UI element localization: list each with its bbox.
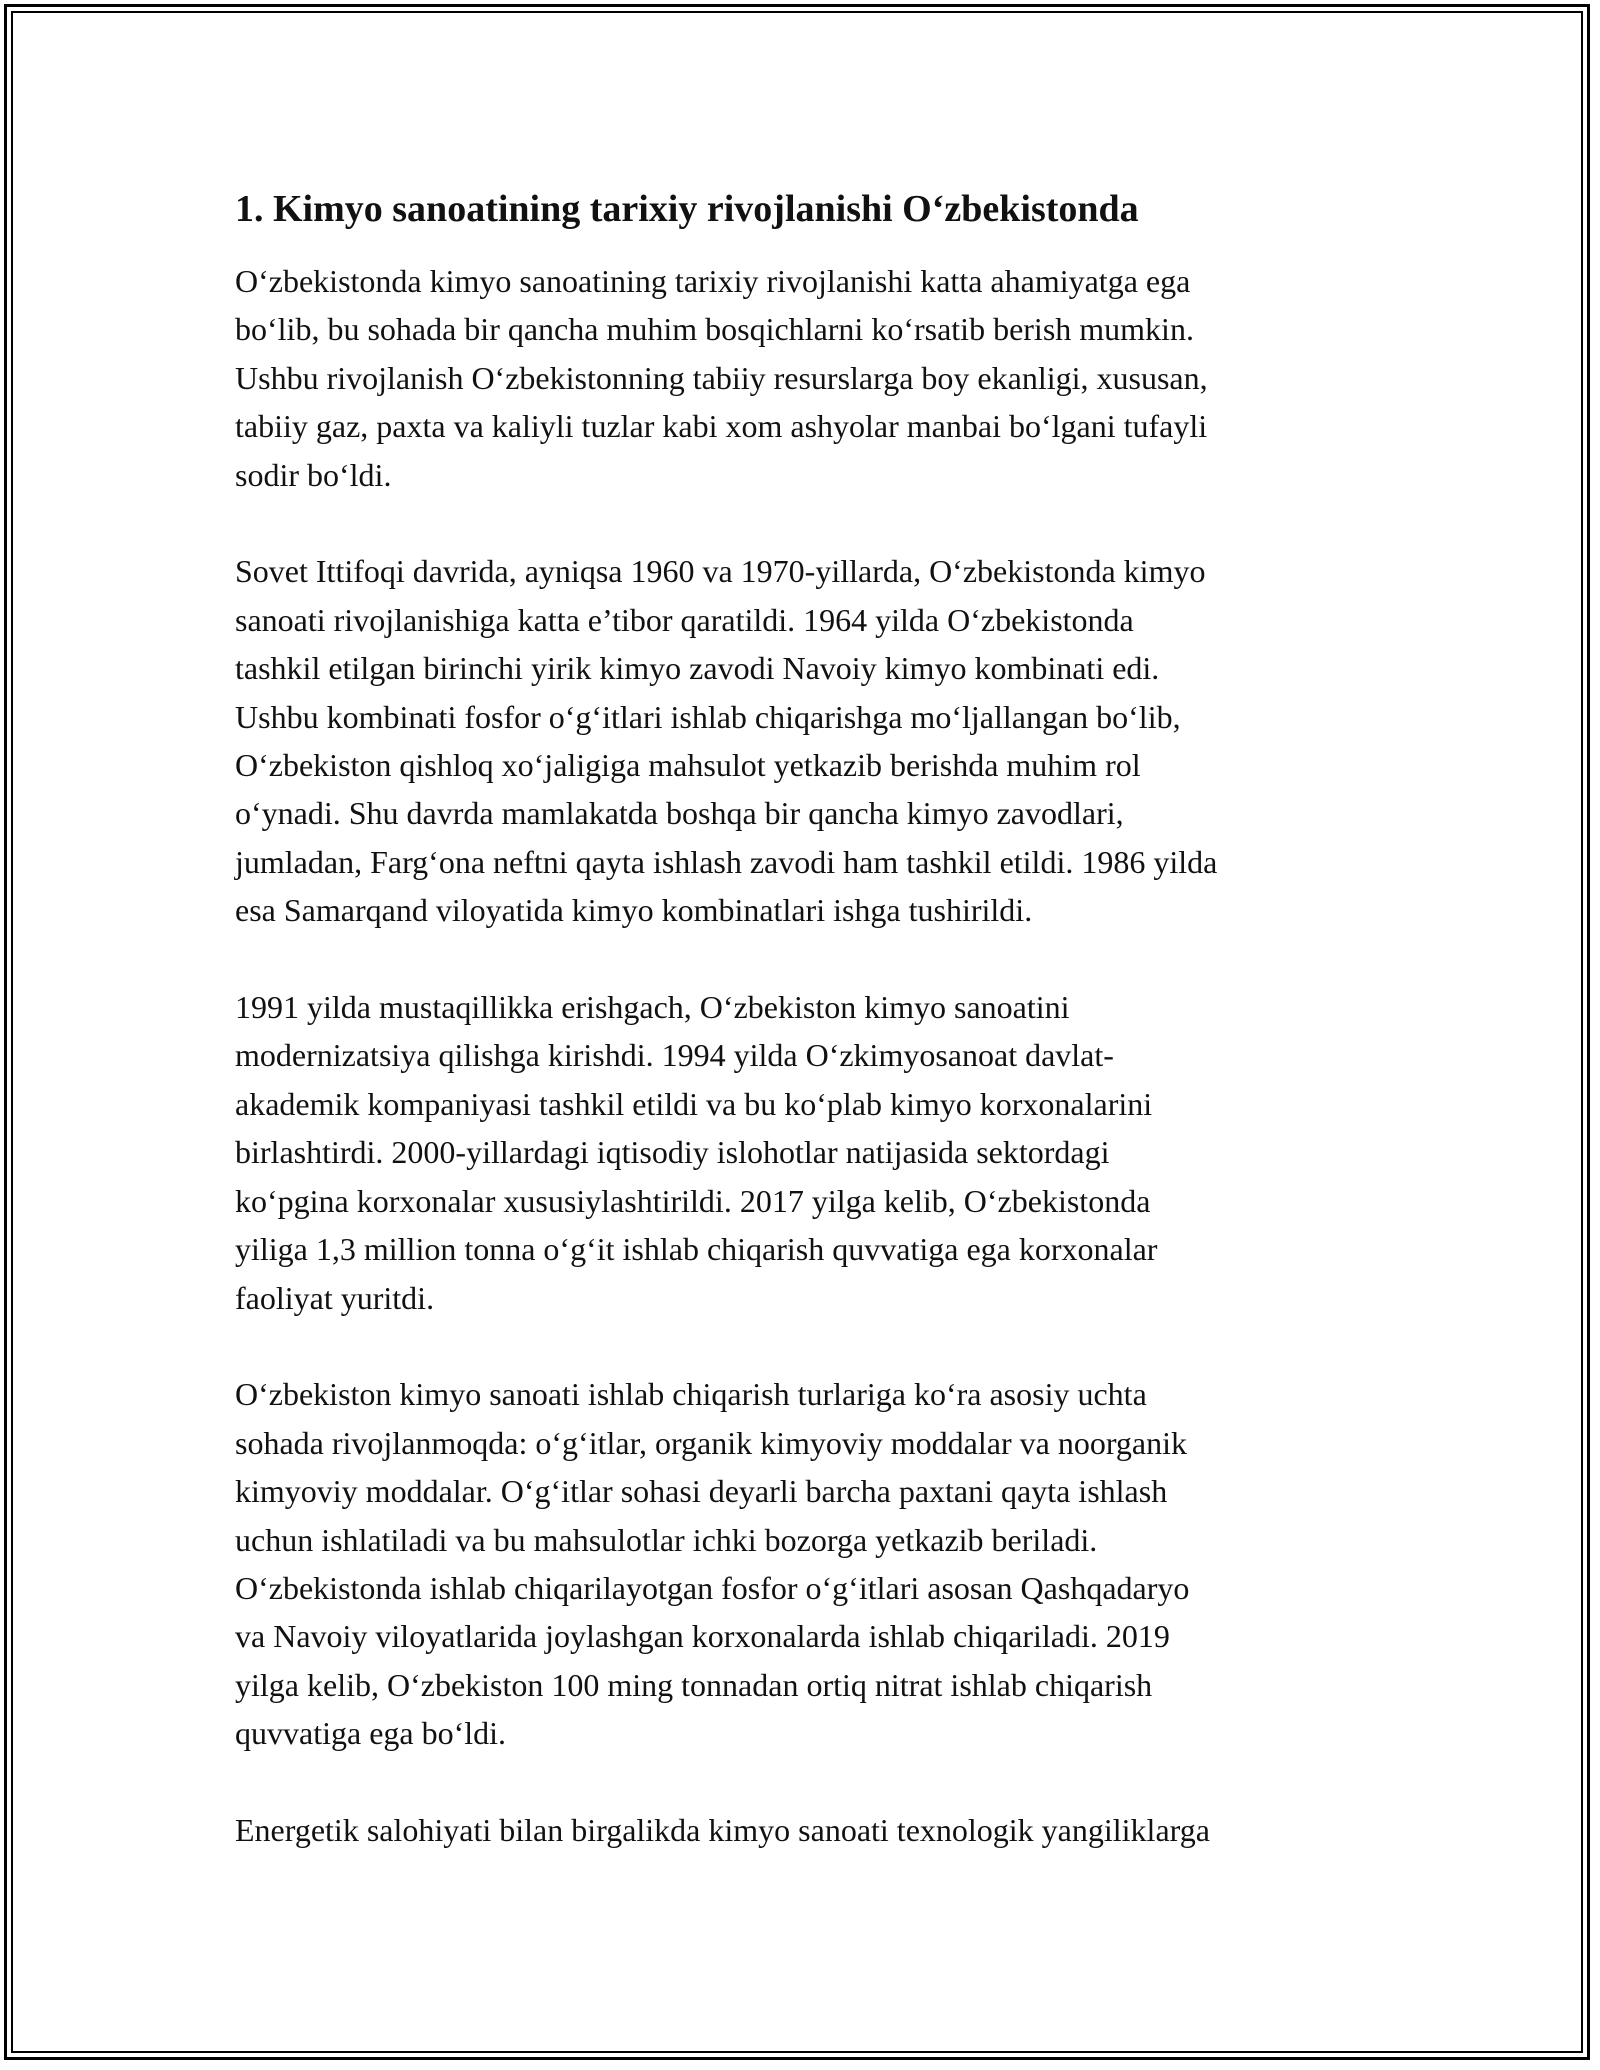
paragraph-line: va Navoiy viloyatlarida joylashgan korxonalarda ishlab chiqariladi. 2019 (235, 1618, 1170, 1655)
paragraph-line: sodir bo‘ldi. (235, 456, 392, 493)
paragraph-list (235, 257, 1365, 1854)
paragraph (235, 1370, 1365, 1757)
paragraph-line: Ushbu rivojlanish O‘zbekistonning tabiiy resurslarga boy ekanligi, xususan, (235, 359, 1208, 396)
paragraph-line: 1991 yilda mustaqillikka erishgach, O‘zbekiston kimyo sanoatini (235, 989, 1070, 1026)
paragraph-line: Sovet Ittifoqi davrida, ayniqsa 1960 va 1970-yillarda, O‘zbekistonda kimyo (235, 553, 1206, 590)
paragraph-line: bo‘lib, bu sohada bir qancha muhim bosqichlarni ko‘rsatib berish mumkin. (235, 311, 1194, 348)
paragraph-line: uchun ishlatiladi va bu mahsulotlar ichki bozorga yetkazib beriladi. (235, 1521, 1098, 1558)
paragraph-line: sanoati rivojlanishiga katta e’tibor qaratildi. 1964 yilda O‘zbekistonda (235, 601, 1134, 638)
paragraph-line: esa Samarqand viloyatida kimyo kombinatlari ishga tushirildi. (235, 892, 1033, 929)
paragraph-line: Energetik salohiyati bilan birgalikda kimyo sanoati texnologik yangiliklarga (235, 1811, 1210, 1848)
paragraph-line: akademik kompaniyasi tashkil etildi va bu ko‘plab kimyo korxonalarini (235, 1085, 1153, 1122)
paragraph-line: O‘zbekiston kimyo sanoati ishlab chiqarish turlariga ko‘ra asosiy uchta (235, 1376, 1147, 1413)
paragraph-line: quvvatiga ega bo‘ldi. (235, 1715, 507, 1752)
document-body (235, 185, 1365, 1903)
paragraph (235, 547, 1365, 934)
paragraph-line: tabiiy gaz, paxta va kaliyli tuzlar kabi xom ashyolar manbai bo‘lgani tufayli (235, 408, 1208, 445)
paragraph-line: o‘ynadi. Shu davrda mamlakatda boshqa bir qancha kimyo zavodlari, (235, 795, 1124, 832)
paragraph-line: jumladan, Farg‘ona neftni qayta ishlash zavodi ham tashkil etildi. 1986 yilda (235, 843, 1218, 880)
paragraph-line: yilga kelib, O‘zbekiston 100 ming tonnadan ortiq nitrat ishlab chiqarish (235, 1666, 1153, 1703)
paragraph (235, 983, 1365, 1322)
paragraph-line: Ushbu kombinati fosfor o‘g‘itlari ishlab chiqarishga mo‘ljallangan bo‘lib, (235, 698, 1181, 735)
paragraph-line: O‘zbekistonda kimyo sanoatining tarixiy rivojlanishi katta ahamiyatga ega (235, 263, 1191, 299)
paragraph-line: kimyoviy moddalar. O‘g‘itlar sohasi deyarli barcha paxtani qayta ishlash (235, 1473, 1168, 1510)
paragraph-line: sohada rivojlanmoqda: o‘g‘itlar, organik kimyoviy moddalar va noorganik (235, 1424, 1187, 1461)
paragraph (235, 1806, 1365, 1854)
section-heading: 1. Kimyo sanoatining tarixiy rivojlanishi O‘zbekistonda (235, 188, 1139, 230)
paragraph-line: O‘zbekiston qishloq xo‘jaligiga mahsulot yetkazib berishda muhim rol (235, 747, 1141, 784)
paragraph-line: O‘zbekistonda ishlab chiqarilayotgan fosfor o‘g‘itlari asosan Qashqadaryo (235, 1569, 1190, 1606)
paragraph-line: yiliga 1,3 million tonna o‘g‘it ishlab chiqarish quvvatiga ega korxonalar (235, 1231, 1158, 1268)
paragraph-line: birlashtirdi. 2000-yillardagi iqtisodiy islohotlar natijasida sektordagi (235, 1134, 1110, 1171)
paragraph (235, 257, 1365, 499)
paragraph-line: ko‘pgina korxonalar xususiylashtirildi. 2017 yilga kelib, O‘zbekistonda (235, 1182, 1151, 1219)
paragraph-line: faoliyat yuritdi. (235, 1279, 435, 1316)
paragraph-line: modernizatsiya qilishga kirishdi. 1994 yilda O‘zkimyosanoat davlat- (235, 1037, 1114, 1074)
paragraph-line: tashkil etilgan birinchi yirik kimyo zavodi Navoiy kimyo kombinati edi. (235, 650, 1160, 687)
